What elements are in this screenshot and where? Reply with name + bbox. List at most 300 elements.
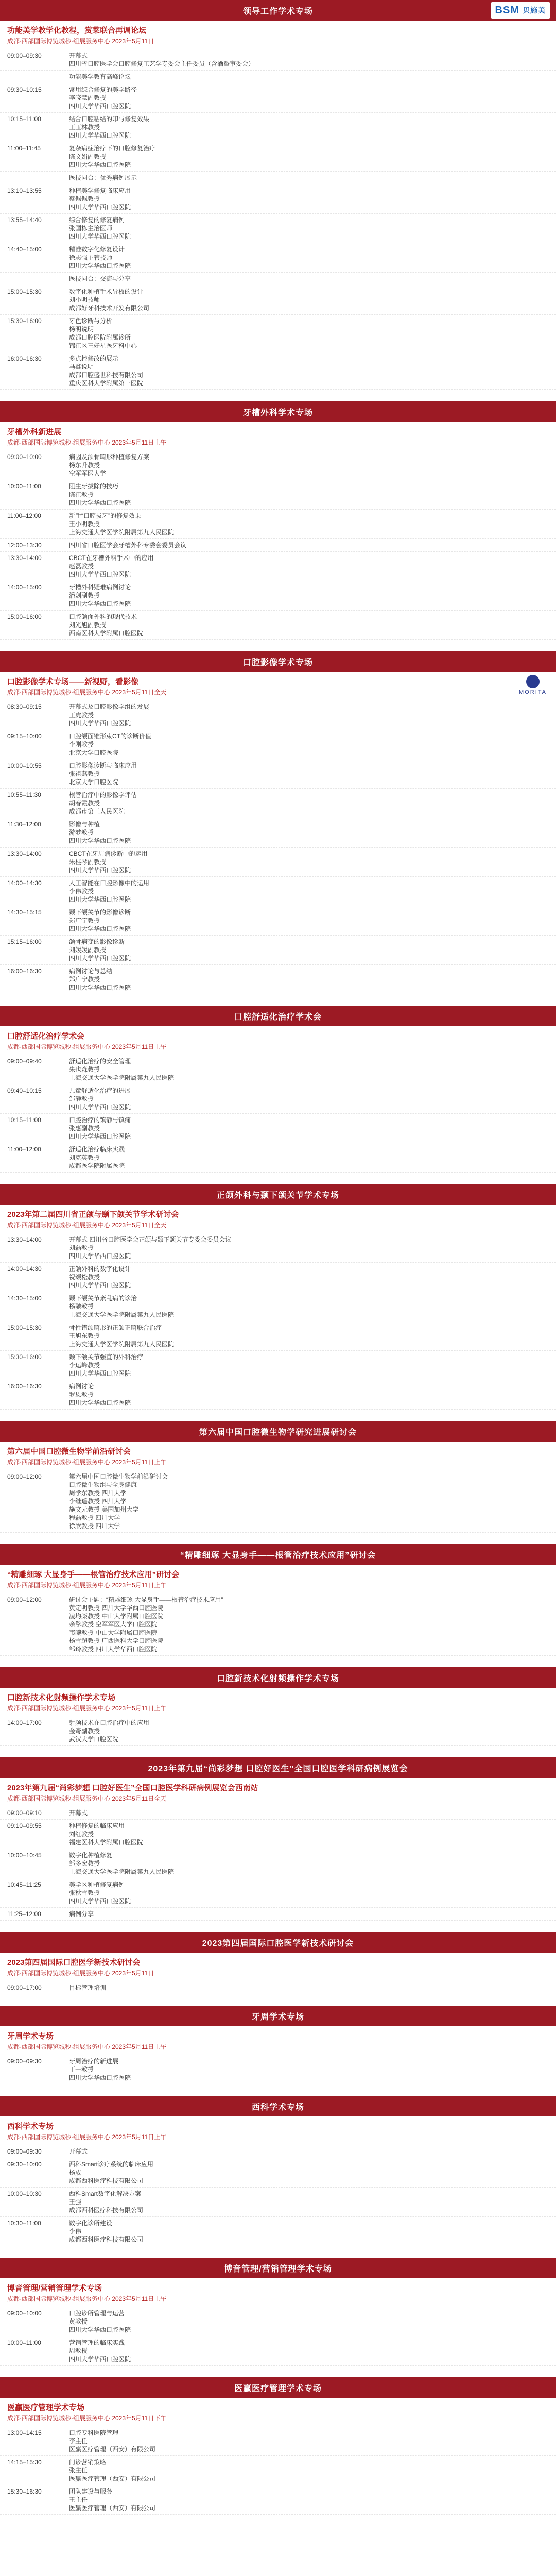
schedule-details (69, 115, 549, 140)
schedule-time: 15:30–16:30 (7, 2488, 42, 2495)
session-detail-line: 张秋雪教授 (69, 1889, 100, 1896)
section-title: 牙周学术专场 (7, 2032, 54, 2041)
session-topic: 种植修复的临床应用 (69, 1822, 125, 1829)
session-detail-line: 重庆医科大学附属第一医院 (69, 380, 144, 387)
session-topic: 舒适化治疗的安全管理 (69, 1058, 131, 1065)
session-detail-line: 王虎教授 (69, 711, 94, 719)
schedule-row (0, 759, 556, 789)
schedule-time (7, 275, 69, 283)
section-header-text: 西科学术专场 (251, 2103, 304, 2112)
session-detail-line: 郑广宁教授 (69, 917, 100, 924)
session-detail-line: 马鑫说明 (69, 363, 94, 370)
program-section (0, 2006, 556, 2084)
session-detail-line: 四川大学华西口腔医院 (69, 1133, 131, 1140)
session-detail-line: 四川大学华西口腔医院 (69, 499, 131, 506)
session-detail-line: 四川大学华西口腔医院 (69, 984, 131, 991)
session-detail-line: 游梦教授 (69, 829, 94, 836)
schedule-details (69, 541, 549, 549)
session-topic: 人工智能在口腔影像中的运用 (69, 879, 150, 887)
schedule-details (69, 583, 549, 608)
session-detail-line: 余擎教授 空军军医大学口腔医院 (69, 1621, 158, 1628)
session-topic: 种植美学修复临床应用 (69, 187, 131, 194)
session-topic: 牙槽外科疑难病例讨论 (69, 584, 131, 591)
schedule-row (0, 480, 556, 510)
schedule-time: 09:00–12:00 (7, 1596, 42, 1603)
schedule-details (69, 512, 549, 536)
schedule-details (69, 908, 549, 933)
brand-logo-mark: BSM (495, 4, 519, 16)
schedule-row (0, 184, 556, 214)
session-detail-line: 王主任 (69, 2496, 88, 2503)
session-topic: 西科Smart数字化解决方案 (69, 2190, 142, 2197)
program-section (0, 1184, 556, 1410)
schedule-row (0, 142, 556, 172)
session-detail-line: 四川大学华西口腔医院 (69, 600, 131, 607)
program-section (0, 1757, 556, 1921)
session-detail-line: 四川大学华西口腔医院 (69, 262, 131, 269)
session-topic: 常用综合修复的美学路径 (69, 86, 137, 93)
section-header-text: 口腔新技术化射频操作学术专场 (216, 1674, 339, 1683)
session-topic: 结合口腔粘结的印与修复效果 (69, 115, 150, 123)
schedule-row (0, 172, 556, 184)
schedule-details (69, 554, 549, 579)
session-detail-line: 王玉林教授 (69, 124, 100, 131)
session-topic: 病例讨论与总结 (69, 968, 113, 975)
schedule-row (0, 730, 556, 759)
schedule-time: 13:10–13:55 (7, 187, 42, 194)
section-title: 牙槽外科新进展 (7, 428, 62, 436)
schedule-row (0, 1084, 556, 1114)
sponsor-name: MORITA (519, 689, 547, 696)
program-section (0, 0, 556, 390)
schedule-row (0, 2485, 556, 2515)
schedule-details (69, 1294, 549, 1319)
schedule-time: 11:25–12:00 (7, 1910, 41, 1918)
schedule-time: 10:00–10:55 (7, 762, 42, 769)
section-title: 2023年第二届四川省正颌与颞下颌关节学术研讨会 (7, 1210, 179, 1219)
session-detail-line: 祝颂松教授 (69, 1274, 100, 1281)
schedule-details (69, 2160, 549, 2185)
session-detail-line: 朱也森教授 (69, 1066, 100, 1073)
schedule-row (0, 1233, 556, 1263)
schedule-time: 09:10–09:55 (7, 1822, 42, 1829)
session-detail-line: 医贏医疗管理（西安）有限公司 (69, 2504, 156, 2512)
session-detail-line: 西南医科大学附属口腔医院 (69, 630, 144, 637)
schedule-time: 13:30–14:00 (7, 554, 42, 562)
session-detail-line: 四川大学华西口腔医院 (69, 132, 131, 139)
session-detail-line: 四川大学华西口腔医院 (69, 1897, 131, 1905)
session-detail-line: 徐志强主管技师 (69, 254, 113, 261)
section-title: 2023年第九届“尚彩梦想 口腔好医生”全国口腔医学科研病例展览会西南站 (7, 1784, 258, 1792)
schedule-details (69, 703, 549, 727)
section-subtitle: 成都·西部国际博览城秒·组展服务中心 2023年5月11日 (7, 1970, 154, 1977)
schedule-time: 16:00–16:30 (7, 968, 42, 975)
schedule-details (69, 287, 549, 312)
session-detail-line: 张国栋主治医师 (69, 225, 113, 232)
session-topic: 数字化诊所建设 (69, 2219, 113, 2227)
section-header-text: 2023第四届国际口腔医学新技术研讨会 (202, 1939, 354, 1948)
session-topic: 美学区种植修复病例 (69, 1881, 125, 1888)
session-detail-line: 陈江教授 (69, 491, 94, 498)
schedule-time: 09:00–09:40 (7, 1058, 42, 1065)
session-detail-line: 金奇副教授 (69, 1727, 100, 1735)
schedule-row (0, 965, 556, 994)
section-subtitle: 成都·西部国际博览城秒·组展服务中心 2023年5月11日全天 (7, 689, 167, 696)
section-header-text: “精雕细琢 大显身手——根管治疗技术应用”研讨会 (180, 1551, 376, 1560)
schedule-details (69, 1822, 549, 1846)
section-header-text: 牙槽外科学术专场 (242, 408, 313, 417)
schedule-time: 10:00–10:45 (7, 1852, 42, 1859)
program-section (0, 2096, 556, 2246)
schedule-time: 15:00–16:00 (7, 613, 42, 620)
schedule-time: 14:30–15:15 (7, 909, 42, 916)
schedule-row (0, 1351, 556, 1380)
schedule-time: 09:00–09:30 (7, 2058, 42, 2065)
session-topic: 颞下颌关节的影像诊断 (69, 909, 131, 916)
program-section (0, 2377, 556, 2515)
session-detail-line: 刘小明技师 (69, 296, 100, 303)
schedule-details (69, 850, 549, 874)
schedule-row (0, 906, 556, 936)
schedule-time: 09:30–10:00 (7, 2161, 42, 2168)
schedule-time: 11:00–12:00 (7, 1146, 41, 1153)
schedule-details (69, 187, 549, 211)
session-detail-line: 朱桂琴副教授 (69, 858, 107, 866)
session-topic: 阻生牙拔除的技巧 (69, 483, 119, 490)
schedule-details (69, 1880, 549, 1905)
session-detail-line: 北京大学口腔医院 (69, 778, 119, 786)
schedule-row (0, 214, 556, 243)
schedule-time: 14:00–17:00 (7, 1719, 42, 1726)
section-subtitle: 成都·西部国际博览城秒·组展服务中心 2023年5月11日 (7, 38, 154, 45)
session-detail-line: 杨成 (69, 2169, 82, 2176)
session-detail-line: 成都医学院附属医院 (69, 1162, 125, 1170)
session-detail-line: 蔡佩佩教授 (69, 195, 100, 202)
schedule-time: 10:15–11:00 (7, 115, 41, 123)
session-topic: 根管治疗中的影像学评估 (69, 791, 137, 799)
section-header (0, 2096, 556, 2116)
session-detail-line: 四川大学华西口腔医院 (69, 925, 131, 933)
schedule-row (0, 2158, 556, 2188)
session-detail-line: 上海交通大学医学院附属第九人民医院 (69, 1341, 175, 1348)
schedule-time: 09:00–09:10 (7, 1809, 42, 1817)
schedule-row (0, 539, 556, 552)
schedule-time (7, 174, 69, 182)
session-topic: 多点控修改的展示 (69, 355, 119, 362)
schedule-details (69, 820, 549, 845)
session-detail-line: 赵磊教授 (69, 563, 94, 570)
section-subtitle: 成都·西部国际博览城秒·组展服务中心 2023年5月11日下午 (7, 2415, 167, 2422)
program-section (0, 401, 556, 640)
schedule-time: 15:15–16:00 (7, 938, 42, 945)
section-subtitle: 成都·西部国际博览城秒·组展服务中心 2023年5月11日上午 (7, 1582, 167, 1589)
session-detail-line: 李伟 (69, 2228, 82, 2235)
session-topic: 营销管理的临床实践 (69, 2339, 125, 2346)
schedule-row (0, 273, 556, 285)
schedule-details (69, 354, 549, 387)
section-subtitle: 成都·西部国际博览城秒·组展服务中心 2023年5月11日全天 (7, 1795, 167, 1802)
session-topic: 团队建设与服务 (69, 2488, 113, 2495)
schedule-details (69, 1087, 549, 1111)
session-detail-line: 成都西科医疗科技有限公司 (69, 2207, 144, 2214)
schedule-details (69, 1382, 549, 1407)
session-detail-line: 四川大学华西口腔医院 (69, 1104, 131, 1111)
session-detail-line: 医贏医疗管理（西安）有限公司 (69, 2446, 156, 2453)
schedule-row (0, 1470, 556, 1533)
session-detail-line: 上海交通大学医学院附属第九人民医院 (69, 1311, 175, 1318)
schedule-details (69, 1910, 549, 1918)
session-topic: 新手“口腔拔牙”的修复效果 (69, 512, 141, 519)
schedule-details (69, 2147, 549, 2156)
schedule-details (69, 1353, 549, 1378)
session-topic: 数字化种植修复 (69, 1852, 113, 1859)
schedule-row (0, 611, 556, 640)
section-header (0, 1757, 556, 1778)
session-topic: CBCT在牙槽外科手术中的应用 (69, 554, 154, 562)
program-section (0, 1667, 556, 1746)
section-header-text: 领导工作学术专场 (242, 7, 313, 16)
schedule-time: 11:30–12:00 (7, 821, 41, 828)
schedule-time: 14:00–14:30 (7, 879, 42, 887)
schedule-time: 09:00–09:30 (7, 2148, 42, 2155)
schedule-details (69, 1472, 549, 1530)
session-topic: 开幕式 四川省口腔医学会正颌与颞下颌关节专委会委员会议 (69, 1236, 232, 1243)
session-topic: 医技同台：优秀病例展示 (69, 174, 137, 181)
schedule-details (69, 482, 549, 507)
session-topic: 目标管理培训 (69, 1984, 107, 1991)
sponsor-logo (519, 675, 547, 696)
session-topic: 影像与种植 (69, 821, 100, 828)
schedule-time: 10:00–11:00 (7, 2339, 41, 2346)
session-detail-line: 武汉大学口腔医院 (69, 1736, 119, 1743)
session-detail-line: 医贏医疗管理（西安）有限公司 (69, 2475, 156, 2482)
program-section (0, 651, 556, 994)
session-detail-line: 成都市第三人民医院 (69, 808, 125, 815)
program-section (0, 1421, 556, 1533)
session-topic: 功能美学教育高峰论坛 (69, 73, 131, 80)
session-detail-line: 刘磊教授 (69, 1244, 94, 1251)
schedule-details (69, 317, 549, 350)
session-detail-line: 杨东升教授 (69, 462, 100, 469)
schedule-time: 10:30–11:00 (7, 2219, 41, 2227)
session-topic: 开幕式及口腔影像学组的发展 (69, 703, 150, 710)
schedule-row (0, 1263, 556, 1292)
schedule-details (69, 2458, 549, 2483)
session-topic: 口腔诊所管理与运营 (69, 2310, 125, 2317)
session-topic: 骨性错颌畸形的正颌正畸联合治疗 (69, 1324, 162, 1331)
session-detail-line: 王旭东教授 (69, 1332, 100, 1340)
session-topic: 牙色诊断与分析 (69, 317, 113, 325)
schedule-row (0, 2055, 556, 2084)
session-detail-line: 施文元教授 美国加州大学 (69, 1506, 139, 1513)
schedule-row (0, 581, 556, 611)
schedule-row (0, 1594, 556, 1656)
schedule-row (0, 818, 556, 848)
schedule-details (69, 1324, 549, 1348)
schedule-details (69, 275, 549, 283)
schedule-time: 10:00–11:00 (7, 483, 41, 490)
section-header (0, 401, 556, 422)
schedule-row (0, 701, 556, 730)
section-header (0, 651, 556, 672)
schedule-details (69, 86, 549, 110)
session-topic: 综合修复的修复病例 (69, 216, 125, 224)
section-header-text: 牙周学术专场 (251, 2012, 304, 2022)
session-topic: 开幕式 (69, 52, 88, 59)
schedule-time: 09:00–12:00 (7, 1473, 42, 1480)
schedule-details (69, 2487, 549, 2512)
schedule-time: 09:00–09:30 (7, 52, 42, 59)
schedule-details (69, 2429, 549, 2453)
schedule-time: 13:00–14:15 (7, 2429, 42, 2436)
schedule-time: 15:00–15:30 (7, 288, 42, 295)
schedule-time: 15:00–15:30 (7, 1324, 42, 1331)
session-topic: 病因及颌骨畸形种植修复方案 (69, 453, 150, 461)
session-topic: 门诊营销策略 (69, 2459, 107, 2466)
schedule-row (0, 71, 556, 83)
schedule-time: 14:15–15:30 (7, 2459, 42, 2466)
session-detail-line: 四川大学华西口腔医院 (69, 896, 131, 903)
session-detail-line: 李晓慧副教授 (69, 94, 107, 101)
schedule-row (0, 1849, 556, 1878)
schedule-time: 10:00–10:30 (7, 2190, 42, 2197)
session-detail-line: 罗恩教授 (69, 1391, 94, 1398)
schedule-time: 09:40–10:15 (7, 1087, 42, 1094)
session-detail-line: 四川大学华西口腔医院 (69, 1282, 131, 1289)
session-detail-line: 四川大学华西口腔医院 (69, 161, 131, 168)
session-detail-line: 杨明说明 (69, 326, 94, 333)
session-topic: 舒适化治疗临床实践 (69, 1146, 125, 1153)
session-topic: 口腔专科医院管理 (69, 2429, 119, 2436)
session-detail-line: 四川大学华西口腔医院 (69, 2326, 131, 2333)
session-detail-line: 潘剑副教授 (69, 592, 100, 599)
session-topic: 开幕式 (69, 2148, 88, 2155)
session-detail-line: 刘红教授 (69, 1831, 94, 1838)
session-detail-line: 口腔微生物组与全身健康 (69, 1481, 137, 1488)
session-detail-line: 张主任 (69, 2467, 88, 2474)
section-subtitle: 成都·西部国际博览城秒·组展服务中心 2023年5月11日上午 (7, 1705, 167, 1712)
schedule-row (0, 243, 556, 273)
schedule-details (69, 216, 549, 241)
program-section (0, 1932, 556, 1994)
program-section (0, 2258, 556, 2366)
schedule-time (7, 73, 69, 81)
schedule-row (0, 848, 556, 877)
schedule-details (69, 1057, 549, 1082)
section-title: 口腔新技术化射频操作学术专场 (7, 1693, 116, 1702)
schedule-details (69, 2338, 549, 2363)
schedule-row (0, 83, 556, 113)
section-subtitle: 成都·西部国际博览城秒·组展服务中心 2023年5月11日上午 (7, 2133, 167, 2141)
session-detail-line: 上海交通大学医学院附属第九人民医院 (69, 1074, 175, 1081)
schedule-row (0, 789, 556, 818)
schedule-row (0, 49, 556, 71)
schedule-details (69, 2190, 549, 2214)
session-detail-line: 胡春霞教授 (69, 800, 100, 807)
section-header-text: 口腔舒适化治疗学术会 (234, 1012, 322, 1022)
schedule-details (69, 1851, 549, 1876)
schedule-time: 08:30–09:15 (7, 703, 42, 710)
schedule-row (0, 2145, 556, 2158)
schedule-details (69, 144, 549, 169)
session-detail-line: 四川大学华西口腔医院 (69, 1399, 131, 1406)
session-topic: 开幕式 (69, 1809, 88, 1817)
session-detail-line: 丁一教授 (69, 2066, 94, 2073)
session-topic: 医技同台：交流与分享 (69, 275, 131, 282)
schedule-time: 14:00–15:00 (7, 584, 42, 591)
schedule-row (0, 1143, 556, 1173)
schedule-details (69, 174, 549, 182)
schedule-details (69, 791, 549, 816)
session-detail-line: 四川大学华西口腔医院 (69, 955, 131, 962)
session-detail-line: 陈文娟副教授 (69, 153, 107, 160)
schedule-time: 16:00–16:30 (7, 355, 42, 362)
section-header-text: 2023年第九届“尚彩梦想 口腔好医生”全国口腔医学科研病例展览会 (148, 1764, 408, 1773)
schedule-time: 14:40–15:00 (7, 246, 42, 253)
schedule-time: 10:15–11:00 (7, 1116, 41, 1124)
schedule-details (69, 2309, 549, 2334)
schedule-row (0, 510, 556, 539)
schedule-details (69, 1116, 549, 1141)
session-detail-line: 刘媛媛副教授 (69, 946, 107, 954)
section-subtitle: 成都·西部国际博览城秒·组展服务中心 2023年5月11日上午 (7, 1043, 167, 1050)
section-subtitle: 成都·西部国际博览城秒·组展服务中心 2023年5月11日上午 (7, 2043, 167, 2050)
session-topic: 正颌外科的数字化设计 (69, 1265, 131, 1273)
session-detail-line: 周学东教授 四川大学 (69, 1489, 127, 1497)
section-header (0, 2006, 556, 2026)
schedule-details (69, 613, 549, 637)
session-detail-line: 刘克英教授 (69, 1154, 100, 1161)
session-detail-line: 上海交通大学医学院附属第九人民医院 (69, 1868, 175, 1875)
section-header-text: 医贏医疗管理学术专场 (234, 2384, 322, 2393)
program-section (0, 1544, 556, 1656)
schedule-row (0, 285, 556, 315)
session-detail-line: 四川大学华西口腔医院 (69, 837, 131, 844)
schedule-row (0, 1321, 556, 1351)
schedule-time: 09:00–10:00 (7, 2310, 42, 2317)
session-detail-line: 四川大学华西口腔医院 (69, 2355, 131, 2363)
section-header-text: 口腔影像学术专场 (242, 658, 313, 667)
schedule-details (69, 2219, 549, 2244)
brand-logo (491, 2, 550, 19)
schedule-row (0, 113, 556, 142)
session-detail-line: 成都口腔盛世科技有限公司 (69, 371, 144, 379)
session-topic: 第六届中国口腔微生物学前沿研讨会 (69, 1473, 168, 1480)
section-subtitle: 成都·西部国际博览城秒·组展服务中心 2023年5月11日上午 (7, 1459, 167, 1466)
session-detail-line: 成都西科医疗科技有限公司 (69, 2236, 144, 2243)
section-header-text: 博音管理/营销管理学术专场 (224, 2264, 332, 2274)
schedule-row (0, 2427, 556, 2456)
session-detail-line: 刘光旭副教授 (69, 621, 107, 629)
session-detail-line: 四川大学华西口腔医院 (69, 103, 131, 110)
schedule-row (0, 1908, 556, 1921)
session-topic: 复杂病症治疗下的口腔修复治疗 (69, 145, 156, 152)
schedule-time: 15:30–16:00 (7, 317, 42, 325)
session-detail-line: 邹静教授 (69, 1095, 94, 1103)
session-detail-line: 程磊教授 四川大学 (69, 1514, 120, 1521)
schedule-details (69, 732, 549, 757)
session-topic: 精准数字化修复设计 (69, 246, 125, 253)
schedule-time: 09:00–17:00 (7, 1984, 42, 1991)
schedule-row (0, 877, 556, 906)
session-topic: 口腔治疗的镇静与镇痛 (69, 1116, 131, 1124)
schedule-time: 12:00–13:30 (7, 541, 42, 549)
session-detail-line: 四川大学华西口腔医院 (69, 571, 131, 578)
schedule-row (0, 1055, 556, 1084)
session-detail-line: 四川大学华西口腔医院 (69, 1252, 131, 1260)
session-topic: 口腔颌面外科的现代技术 (69, 613, 137, 620)
schedule-details (69, 938, 549, 962)
